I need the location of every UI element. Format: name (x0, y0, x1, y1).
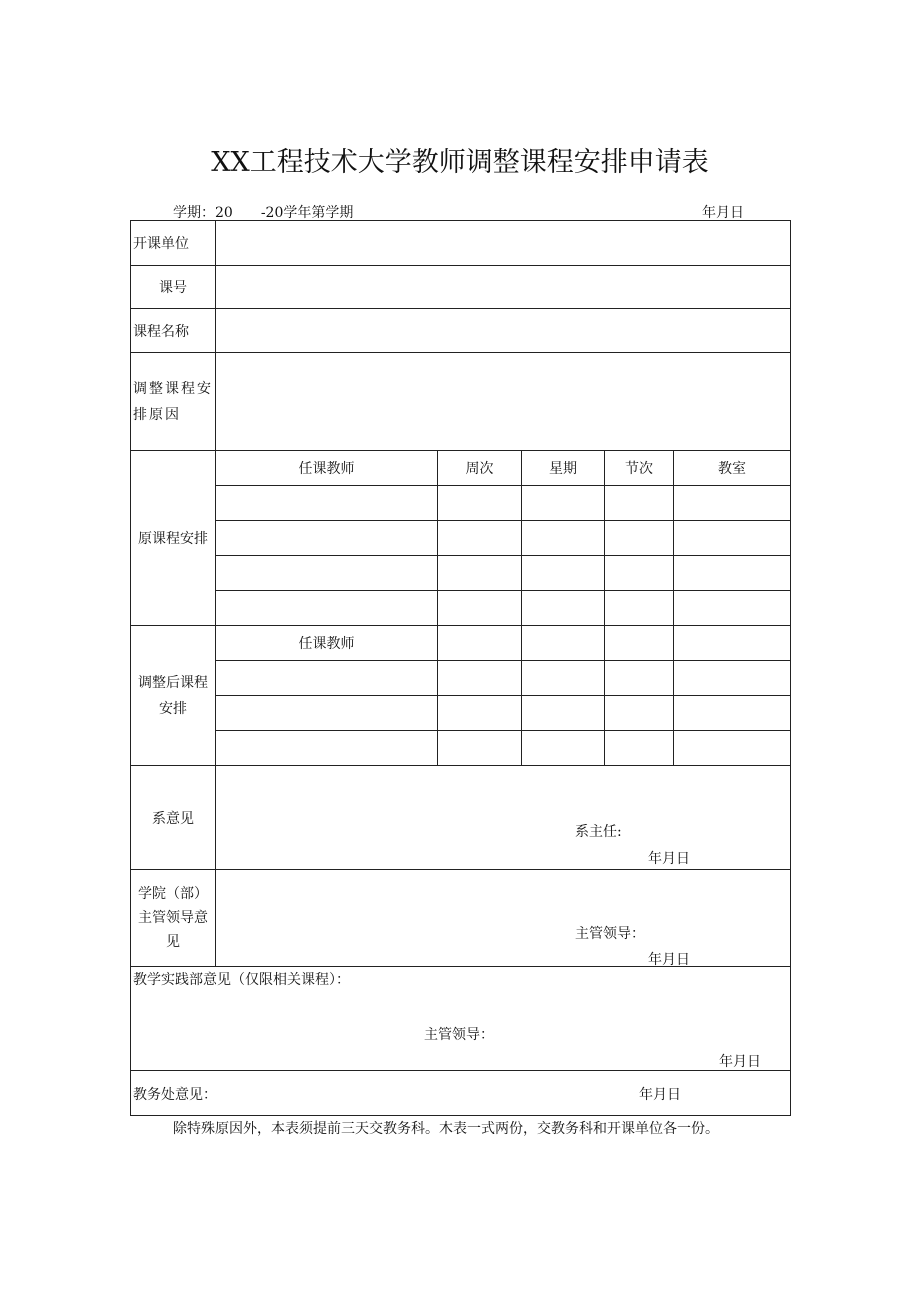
table-cell[interactable] (674, 556, 791, 591)
table-cell[interactable] (674, 626, 791, 661)
table-cell[interactable] (438, 731, 522, 766)
col-period-header: 节次 (605, 451, 674, 486)
unit-field[interactable] (216, 221, 791, 266)
table-cell[interactable] (522, 626, 605, 661)
academic-affairs-opinion-field[interactable] (131, 1071, 791, 1116)
table-cell[interactable] (605, 731, 674, 766)
table-cell[interactable] (605, 521, 674, 556)
table-cell[interactable] (674, 521, 791, 556)
table-cell[interactable] (522, 521, 605, 556)
course-name-label: 课程名称 (131, 309, 216, 353)
table-cell[interactable] (605, 556, 674, 591)
table-cell[interactable] (522, 731, 605, 766)
table-cell[interactable] (522, 661, 605, 696)
college-signer: 主管领导： (575, 926, 645, 942)
page-title: XX工程技术大学教师调整课程安排申请表 (211, 147, 709, 178)
course-name-field[interactable] (216, 309, 791, 353)
adjusted-label-line2: 安排 (159, 700, 187, 717)
adjusted-label-line1: 调整后课程 (138, 674, 208, 691)
reason-label-line2: 排原因 (133, 406, 181, 423)
table-cell[interactable] (216, 556, 438, 591)
table-cell[interactable] (216, 521, 438, 556)
table-cell[interactable] (522, 486, 605, 521)
semester-line (173, 202, 353, 222)
table-row (131, 591, 791, 626)
table-row (131, 521, 791, 556)
table-cell[interactable] (605, 661, 674, 696)
col-week-header: 周次 (438, 451, 522, 486)
dept-opinion-field[interactable] (216, 766, 791, 870)
table-row (131, 696, 791, 731)
practice-opinion-field[interactable] (131, 967, 791, 1071)
table-cell[interactable] (438, 696, 522, 731)
course-no-label: 课号 (131, 266, 216, 309)
table-cell[interactable] (522, 556, 605, 591)
table-cell[interactable] (674, 696, 791, 731)
table-cell[interactable] (605, 626, 674, 661)
table-cell[interactable] (216, 661, 438, 696)
academic-affairs-label: 教务处意见： (133, 1087, 217, 1103)
reason-field[interactable] (216, 353, 791, 451)
header-date: 年月日 (702, 205, 744, 221)
practice-date: 年月日 (719, 1054, 761, 1070)
reason-label-line1: 调整课程安 (133, 380, 213, 397)
semester-label: 学期：20 (173, 205, 233, 221)
academic-affairs-date: 年月日 (639, 1087, 681, 1103)
table-cell[interactable] (438, 521, 522, 556)
application-form-table (130, 220, 791, 1116)
table-cell[interactable] (605, 591, 674, 626)
table-cell[interactable] (674, 486, 791, 521)
practice-signer: 主管领导： (424, 1027, 494, 1043)
table-row (131, 556, 791, 591)
college-label-line3: 见 (166, 934, 180, 950)
college-label-line1: 学院（部） (138, 886, 208, 902)
dept-date: 年月日 (648, 851, 690, 867)
col-room-header: 教室 (674, 451, 791, 486)
table-cell[interactable] (438, 591, 522, 626)
table-cell[interactable] (438, 626, 522, 661)
table-row (131, 486, 791, 521)
reason-label (131, 353, 216, 451)
original-schedule-label: 原课程安排 (131, 451, 216, 626)
table-cell[interactable] (605, 696, 674, 731)
college-date: 年月日 (648, 952, 690, 968)
table-cell[interactable] (522, 696, 605, 731)
table-cell[interactable] (674, 591, 791, 626)
practice-opinion-label: 教学实践部意见（仅限相关课程）： (133, 972, 350, 988)
dept-opinion-label: 系意见 (131, 766, 216, 870)
table-cell[interactable] (605, 486, 674, 521)
adjusted-schedule-label (131, 626, 216, 766)
college-opinion-field[interactable] (216, 870, 791, 967)
unit-label: 开课单位 (131, 221, 216, 266)
table-row (131, 731, 791, 766)
dept-signer: 系主任: (575, 824, 622, 840)
table-cell[interactable] (216, 731, 438, 766)
table-row (131, 661, 791, 696)
course-no-field[interactable] (216, 266, 791, 309)
table-cell[interactable] (216, 696, 438, 731)
col-teacher-header: 任课教师 (216, 451, 438, 486)
table-cell[interactable] (674, 731, 791, 766)
college-opinion-label (131, 870, 216, 967)
college-label-line2: 主管领导意 (138, 910, 208, 926)
table-cell[interactable] (438, 556, 522, 591)
adjusted-teacher-header: 任课教师 (216, 626, 438, 661)
table-cell[interactable] (216, 591, 438, 626)
col-weekday-header: 星期 (522, 451, 605, 486)
table-cell[interactable] (438, 486, 522, 521)
table-cell[interactable] (522, 591, 605, 626)
semester-suffix: -20学年第学期 (260, 205, 354, 221)
table-cell[interactable] (438, 661, 522, 696)
footnote: 除特殊原因外，本表须提前三天交教务科。木表一式两份，交教务科和开课单位各一份。 (173, 1121, 719, 1137)
table-cell[interactable] (216, 486, 438, 521)
table-cell[interactable] (674, 661, 791, 696)
